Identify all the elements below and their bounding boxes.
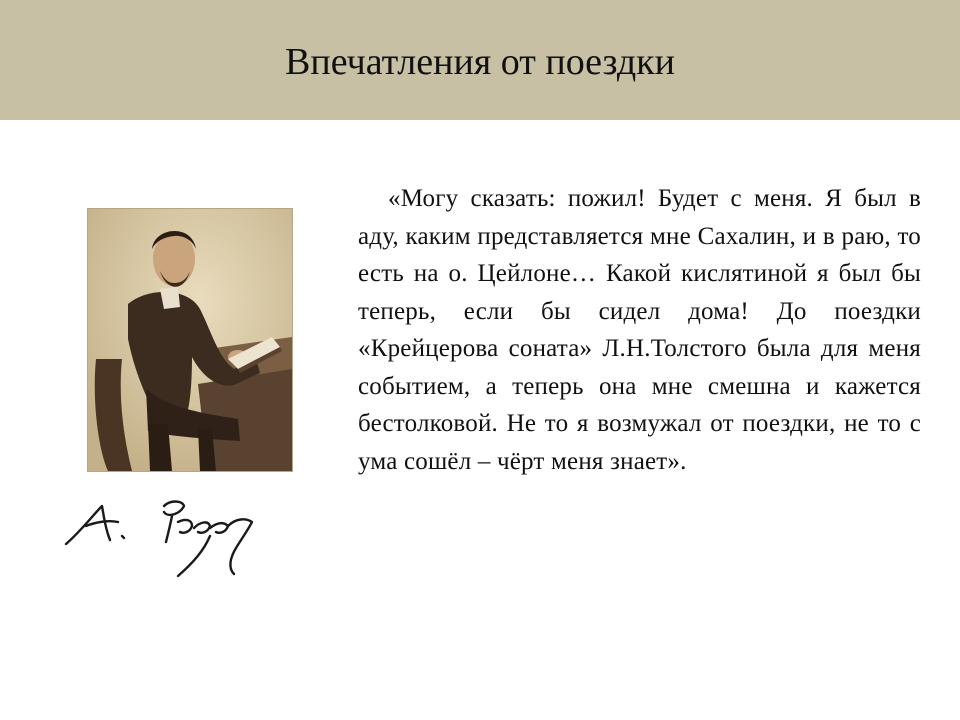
portrait-illustration <box>88 209 292 471</box>
chekhov-quote: «Могу сказать: пожил! Будет с меня. Я был в аду, каким представляется мне Сахалин, и в раю, то есть на о. Цейлоне… Какой кислятиной я был бы теперь, если бы сидел дома! До поездки «Крейцерова соната» Л.Н.Толстого была для меня событием, а теперь она мне смешна и кажется бестолковой. Не то я возмужал от поездки, не то с ума сошёл – чёрт меня знает». <box>358 185 921 475</box>
slide-title: Впечатления от поездки <box>285 41 675 83</box>
portrait-photo <box>88 209 292 471</box>
signature <box>60 492 300 588</box>
